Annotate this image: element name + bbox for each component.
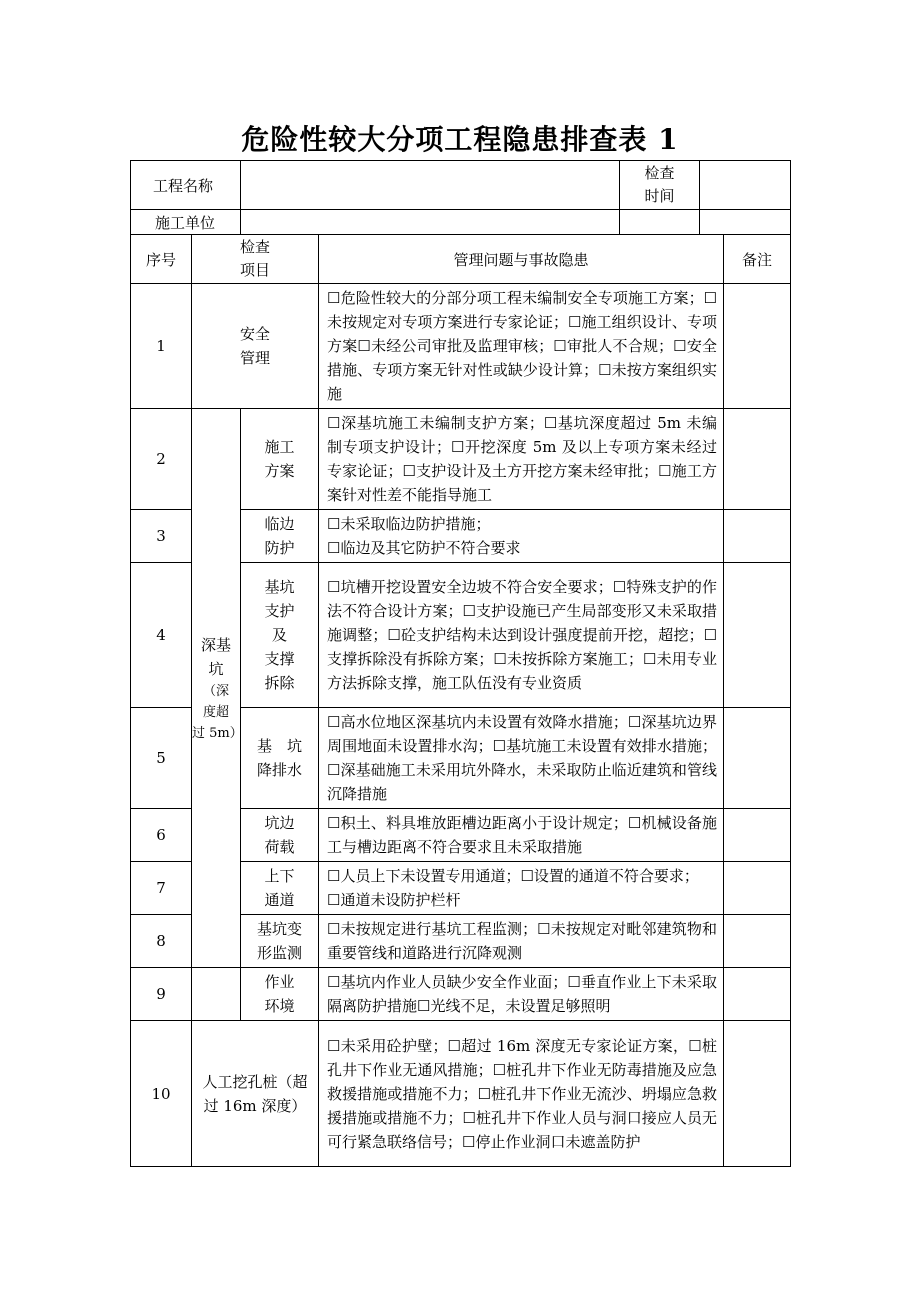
group-deep-pit (192, 409, 241, 968)
row-issues: ☐基坑内作业人员缺少安全作业面；☐垂直作业上下未采取隔离防护措施☐光线不足，未设置足够照明 (319, 968, 724, 1021)
column-header-seq: 序号 (131, 235, 192, 284)
blank-cell (192, 968, 241, 1021)
row-item: 坑边 荷载 (241, 809, 319, 862)
blank-cell[interactable] (620, 210, 700, 235)
column-header-issues: 管理问题与事故隐患 (319, 235, 724, 284)
check-time-label: 检查 时间 (620, 161, 700, 210)
row-seq: 5 (131, 708, 192, 809)
row-remark[interactable] (724, 284, 791, 409)
check-time-field[interactable] (700, 161, 791, 210)
row-issues: ☐坑槽开挖设置安全边坡不符合安全要求；☐特殊支护的作法不符合设计方案；☐支护设施已产生局部变形又未采取措施调整；☐砼支护结构未达到设计强度提前开挖，超挖；☐支撑拆除没有拆除方案；☐未按拆除方案施工；☐未用专业方法拆除支撑，施工队伍没有专业资质 (319, 563, 724, 708)
row-item: 临边 防护 (241, 510, 319, 563)
row-remark[interactable] (724, 1021, 791, 1167)
group-deep-pit-note: （深 度超 过 5m） (192, 683, 243, 741)
row-item: 人工挖孔桩（超过 16m 深度） (192, 1021, 319, 1167)
row-seq: 8 (131, 915, 192, 968)
row-remark[interactable] (724, 510, 791, 563)
row-seq: 10 (131, 1021, 192, 1167)
row-issues: ☐未采取临边防护措施； ☐临边及其它防护不符合要求 (319, 510, 724, 563)
row-item: 基 坑 降排水 (241, 708, 319, 809)
project-name-label: 工程名称 (131, 161, 241, 210)
row-remark[interactable] (724, 708, 791, 809)
row-item: 施工 方案 (241, 409, 319, 510)
construction-unit-field[interactable] (241, 210, 620, 235)
page-title: 危险性较大分项工程隐患排查表 1 (241, 123, 679, 156)
row-item: 作业 环境 (241, 968, 319, 1021)
project-name-field[interactable] (241, 161, 620, 210)
construction-unit-label: 施工单位 (131, 210, 241, 235)
row-remark[interactable] (724, 563, 791, 708)
row-seq: 3 (131, 510, 192, 563)
row-item: 安全 管理 (192, 284, 319, 409)
row-issues: ☐深基坑施工未编制支护方案；☐基坑深度超过 5m 未编制专项支护设计；☐开挖深度 5m 及以上专项方案未经过专家论证；☐支护设计及土方开挖方案未经审批；☐施工方案针对性差不能指导施工 (319, 409, 724, 510)
row-seq: 7 (131, 862, 192, 915)
row-issues: ☐积土、料具堆放距槽边距离小于设计规定；☐机械设备施工与槽边距离不符合要求且未采取措施 (319, 809, 724, 862)
row-remark[interactable] (724, 915, 791, 968)
row-seq: 1 (131, 284, 192, 409)
row-seq: 9 (131, 968, 192, 1021)
row-issues: ☐危险性较大的分部分项工程未编制安全专项施工方案；☐未按规定对专项方案进行专家论证；☐施工组织设计、专项方案☐未经公司审批及监理审核；☐审批人不合规；☐安全措施、专项方案无针对性或缺少设计算；☐未按方案组织实施 (319, 284, 724, 409)
row-issues: ☐人员上下未设置专用通道；☐设置的通道不符合要求； ☐通道未设防护栏杆 (319, 862, 724, 915)
row-remark[interactable] (724, 809, 791, 862)
row-issues: ☐未按规定进行基坑工程监测；☐未按规定对毗邻建筑物和重要管线和道路进行沉降观测 (319, 915, 724, 968)
blank-cell[interactable] (700, 210, 791, 235)
row-issues: ☐高水位地区深基坑内未设置有效降水措施；☐深基坑边界周围地面未设置排水沟；☐基坑施工未设置有效排水措施；☐深基础施工未采用坑外降水，未采取防止临近建筑和管线沉降措施 (319, 708, 724, 809)
row-seq: 2 (131, 409, 192, 510)
row-item: 基坑 支护 及 支撑 拆除 (241, 563, 319, 708)
row-item: 基坑变 形监测 (241, 915, 319, 968)
row-issues: ☐未采用砼护壁；☐超过 16m 深度无专家论证方案，☐桩孔井下作业无通风措施；☐桩孔井下作业无防毒措施及应急救援措施或措施不力；☐桩孔井下作业无流沙、坍塌应急救援措施或措施不力；☐桩孔井下作业人员与洞口接应人员无可行紧急联络信号；☐停止作业洞口未遮盖防护 (319, 1021, 724, 1167)
row-remark[interactable] (724, 409, 791, 510)
row-seq: 6 (131, 809, 192, 862)
group-deep-pit-label: 深基 坑 (201, 635, 232, 678)
column-header-remarks: 备注 (724, 235, 791, 284)
row-remark[interactable] (724, 862, 791, 915)
row-seq: 4 (131, 563, 192, 708)
row-item: 上下 通道 (241, 862, 319, 915)
inspection-table (130, 160, 791, 1167)
column-header-item: 检查 项目 (192, 235, 319, 284)
row-remark[interactable] (724, 968, 791, 1021)
